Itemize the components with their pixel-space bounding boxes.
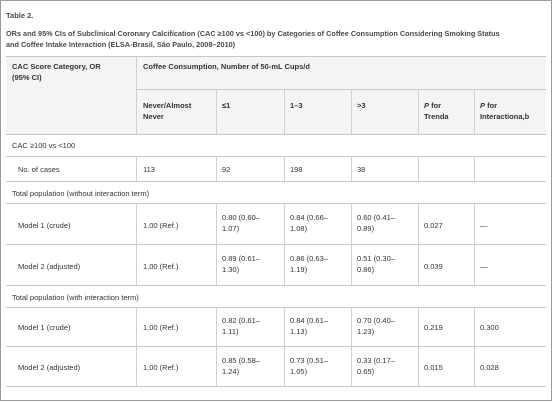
without-model1-le1 [222,212,260,234]
cases-le1: 92 [222,165,231,174]
header-p-int-for: for [485,101,498,110]
without-model2-1-3-a: 0.86 (0.63– [290,254,328,263]
with-model2-1-3 [290,355,328,377]
without-model2-le1-b: 1.30) [222,265,240,274]
vline-with-3 [284,307,285,386]
section-without-interaction: Total population (without interaction term) [12,189,150,198]
without-model2-never: 1.00 (Ref.) [143,262,179,271]
vline-header-6 [474,89,475,134]
rule-header-mid [136,89,546,90]
header-1-3: 1–3 [290,101,303,110]
with-model2-1-3-b: 1.05) [290,367,308,376]
rule-without-model1 [6,244,546,245]
with-model1-gt3-a: 0.70 (0.40– [357,316,395,325]
without-model1-gt3-b: 0.89) [357,224,375,233]
section-with-interaction: Total population (with interaction term) [12,293,139,302]
with-model1-ptrend: 0.219 [424,323,443,332]
vline-cases-1 [136,156,137,181]
table-label: Table 2. [6,11,34,20]
vline-header-3 [284,89,285,134]
header-cac-line-1: CAC Score Category, OR [12,62,101,71]
without-model1-1-3-a: 0.84 (0.66– [290,213,328,222]
vline-with-2 [216,307,217,386]
without-model2-ptrend: 0.039 [424,262,443,271]
with-model2-gt3-a: 0.33 (0.17– [357,356,395,365]
without-model2-le1-a: 0.89 (0.61– [222,254,260,263]
header-p-interaction [480,100,529,122]
caption-line-1: ORs and 95% CIs of Subclinical Coronary Calcification (CAC ≥100 vs <100) by Categories of Coffee Consumption Considering Smoking Status [6,29,500,38]
with-model2-pint: 0.028 [480,363,499,372]
with-model1-le1-b: 1.11) [222,327,239,336]
without-model1-le1-a: 0.80 (0.60– [222,213,260,222]
rule-section-with [6,307,546,308]
vline-header-2 [216,89,217,134]
header-p-trend [424,100,449,122]
with-model2-1-3-a: 0.73 (0.51– [290,356,328,365]
header-p-trend-for: for [429,101,442,110]
without-model1-pint: — [480,221,488,230]
without-model2-1-3-b: 1.19) [290,265,308,274]
with-model2-le1-b: 1.24) [222,367,240,376]
header-le1: ≤1 [222,101,231,110]
with-model2-gt3-b: 0.65) [357,367,375,376]
header-coffee-consumption: Coffee Consumption, Number of 50-mL Cups/d [143,62,310,71]
vline-cases-4 [351,156,352,181]
with-model1-label: Model 1 (crude) [18,323,71,332]
header-gt3: >3 [357,101,366,110]
header-p-trend-line-2: Trenda [424,112,449,121]
without-model1-1-3-b: 1.08) [290,224,308,233]
rule-bottom [6,386,546,387]
header-never [143,100,191,122]
without-model2-pint: — [480,262,488,271]
with-model2-label: Model 2 (adjusted) [18,363,81,372]
header-never-line-1: Never/Almost [143,101,192,110]
rule-without-model2 [6,285,546,286]
with-model1-gt3 [357,315,395,337]
rule-header-bottom [6,134,546,135]
vline-header-5 [418,89,419,134]
with-model2-ptrend: 0.015 [424,363,443,372]
vline-cases-3 [284,156,285,181]
rule-section-cac [6,156,546,157]
vline-without-5 [418,203,419,285]
without-model2-label: Model 2 (adjusted) [18,262,81,271]
without-model1-ptrend: 0.027 [424,221,443,230]
without-model1-1-3 [290,212,328,234]
table-caption [6,28,536,50]
with-model1-pint: 0.300 [480,323,499,332]
vline-with-5 [418,307,419,386]
without-model2-gt3-b: 0.86) [357,265,375,274]
vline-cases-2 [216,156,217,181]
vline-with-4 [351,307,352,386]
rule-with-model1 [6,346,546,347]
with-model2-le1-a: 0.85 (0.58– [222,356,260,365]
vline-cases-5 [418,156,419,181]
vline-without-2 [216,203,217,285]
without-model2-gt3-a: 0.51 (0.30– [357,254,395,263]
header-cac-line-2: (95% CI) [12,73,42,82]
with-model2-gt3 [357,355,395,377]
vline-without-3 [284,203,285,285]
without-model1-label: Model 1 (crude) [18,221,71,230]
cases-label: No. of cases [18,165,60,174]
rule-top [6,56,546,57]
header-p-trend-p: P [424,101,430,110]
with-model2-never: 1.00 (Ref.) [143,363,179,372]
without-model2-1-3 [290,253,328,275]
with-model1-never: 1.00 (Ref.) [143,323,179,332]
with-model1-1-3-a: 0.84 (0.61– [290,316,328,325]
cases-1-3: 198 [290,165,303,174]
with-model1-1-3 [290,315,328,337]
vline-header-1 [136,56,137,134]
header-p-int-line-2: Interactiona,b [480,112,530,121]
vline-without-4 [351,203,352,285]
section-cac: CAC ≥100 vs <100 [12,141,76,150]
with-model1-gt3-b: 1.23) [357,327,375,336]
vline-header-4 [351,89,352,134]
vline-with-6 [474,307,475,386]
vline-with-1 [136,307,137,386]
with-model1-1-3-b: 1.13) [290,327,308,336]
rule-cases [6,181,546,182]
vline-without-6 [474,203,475,285]
with-model2-le1 [222,355,260,377]
without-model2-gt3 [357,253,395,275]
cases-never: 113 [143,165,155,174]
vline-cases-6 [474,156,475,181]
without-model2-le1 [222,253,260,275]
without-model1-le1-b: 1.07) [222,224,240,233]
without-model1-never: 1.00 (Ref.) [143,221,179,230]
without-model1-gt3-a: 0.60 (0.41– [357,213,395,222]
cases-gt3: 38 [357,165,366,174]
with-model1-le1-a: 0.82 (0.61– [222,316,260,325]
vline-without-1 [136,203,137,285]
header-never-line-2: Never [143,112,164,121]
header-p-int-p: P [480,101,486,110]
header-cac-score [12,61,101,83]
with-model1-le1 [222,315,260,337]
without-model1-gt3 [357,212,395,234]
rule-section-without [6,203,546,204]
caption-line-2: and Coffee Intake Interaction (ELSA-Brasil, São Paulo, 2008–2010) [6,40,236,49]
